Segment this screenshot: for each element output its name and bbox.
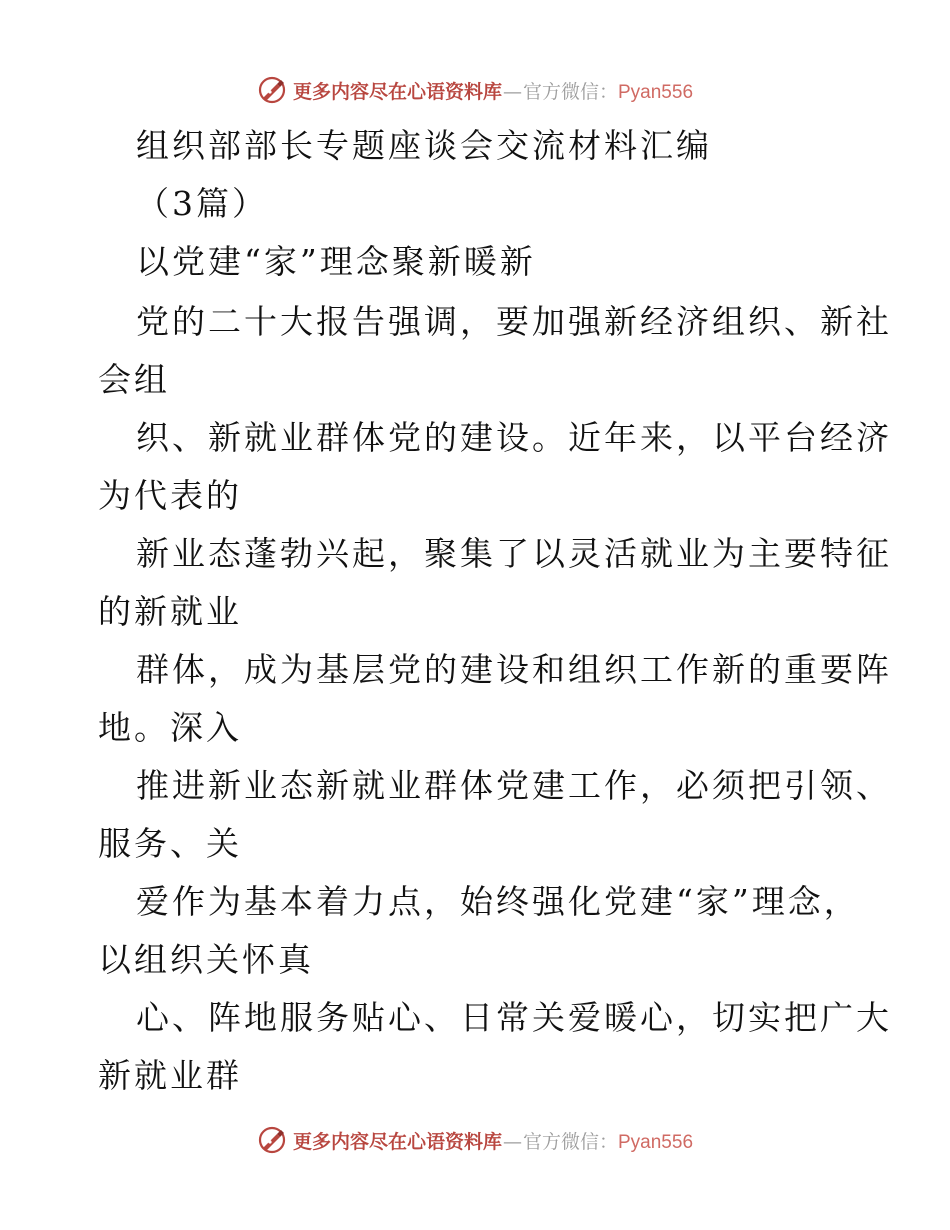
- paragraph-line: 服务、关: [98, 824, 242, 863]
- paragraph-line: 会组: [98, 360, 170, 399]
- banner-separator: —: [502, 80, 522, 103]
- document-subtitle: （3篇）: [136, 184, 268, 223]
- footer-banner: [0, 1120, 950, 1160]
- paragraph-line: 爱作为基本着力点，始终强化党建“家”理念，: [136, 882, 860, 921]
- paragraph-line: 群体，成为基层党的建设和组织工作新的重要阵: [136, 650, 892, 689]
- paragraph-line: 新业态蓬勃兴起，聚集了以灵活就业为主要特征: [136, 534, 892, 573]
- pen-logo-icon: [257, 1125, 287, 1155]
- paragraph-line: 的新就业: [98, 592, 242, 631]
- paragraph-line: 织、新就业群体党的建设。近年来，以平台经济: [136, 418, 892, 457]
- banner-main-text: 更多内容尽在心语资料库: [292, 80, 502, 103]
- banner-wechat-prefix: 官方微信：: [522, 80, 618, 103]
- banner-wechat-id: Pyan556: [618, 1131, 694, 1153]
- header-banner: [0, 70, 950, 110]
- paragraph-line: 党的二十大报告强调，要加强新经济组织、新社: [136, 302, 892, 341]
- banner-wechat-prefix: 官方微信：: [522, 1130, 618, 1153]
- paragraph-line: 以组织关怀真: [98, 940, 314, 979]
- banner-main-text: 更多内容尽在心语资料库: [292, 1130, 502, 1153]
- article-heading: 以党建“家”理念聚新暖新: [136, 242, 536, 281]
- paragraph-line: 心、阵地服务贴心、日常关爱暖心，切实把广大: [136, 998, 892, 1037]
- paragraph-line: 地。深入: [98, 708, 242, 747]
- paragraph-line: 推进新业态新就业群体党建工作，必须把引领、: [136, 766, 892, 805]
- pen-logo-icon: [257, 75, 287, 105]
- paragraph-line: 为代表的: [98, 476, 242, 515]
- banner-separator: —: [502, 1130, 522, 1153]
- document-title: 组织部部长专题座谈会交流材料汇编: [136, 126, 712, 165]
- banner-wechat-id: Pyan556: [618, 81, 694, 103]
- paragraph-line: 新就业群: [98, 1056, 242, 1095]
